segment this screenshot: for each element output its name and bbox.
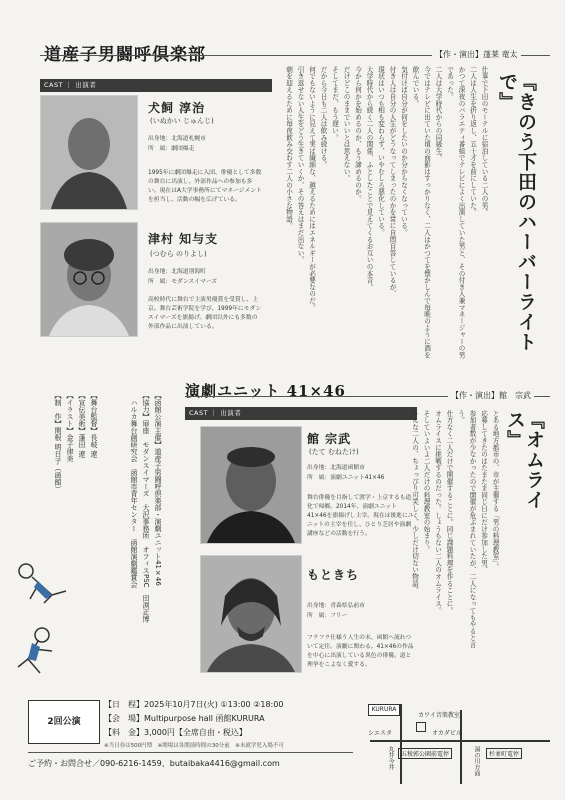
- credit-line: 【制 作】関根 明日子（函館）: [54, 392, 62, 493]
- map-label-yunokawa: 湯の川方面: [473, 746, 480, 776]
- group1-credit: 【作・演出】蓬莱 竜太: [432, 49, 521, 60]
- story-line: だけどこのままでいいとは思えない。: [342, 66, 350, 182]
- performer-photo-tsumura: [40, 222, 138, 337]
- play-title-omurice: 『オムライス』: [504, 410, 545, 510]
- venue-map: [360, 690, 550, 790]
- map-road-vertical: [460, 710, 462, 784]
- story-line: 仕方なく二人だけで開催することに。同じ課題料理を作ることに。: [445, 410, 453, 614]
- story-line: そんな二人の、ちょっぴり可笑しく、少しだけ切ない物語。: [410, 410, 419, 594]
- group1-cast-bar: CAST ｜ 出演者: [40, 79, 272, 92]
- story-line: 二人は大学時代からの同級生。: [434, 66, 442, 162]
- story-line: 参加者数が少なかったので開催が危ぶまれていたが、二人になってもやると言う。: [456, 410, 476, 648]
- performer-birthplace: 出身地：北海道函館市: [307, 465, 365, 471]
- story-line: 引き返せない人生をどう生きていくか、その答えはまだ出ない。: [296, 66, 304, 264]
- performer-kana: (たて むねたけ): [309, 448, 359, 456]
- ticket-notes: ※当日券は500円増 ※開場は各開演時間の30分前 ※未就学児入場不可: [104, 743, 284, 749]
- story-line: 何でもないように見えて実は繊細な、越えるためにはエネルギーが必要なのだ。: [307, 66, 316, 311]
- group1-title: 道産子男闘呼倶楽部: [44, 45, 206, 65]
- group2-title: 演劇ユニット 41×46: [185, 382, 346, 400]
- play-story: [410, 410, 500, 650]
- credit-line: 【宣伝美術】蓬田 遼: [78, 392, 86, 458]
- performance-venue: Multipurpose hall 函館KURURA: [144, 714, 265, 723]
- credit-line: 【函館公演主催】道産子男闘呼倶楽部・演劇ユニット41×46: [154, 392, 162, 586]
- story-line: 気付けば自分が何をしたいのか分からなくなっている。: [399, 66, 408, 236]
- map-label-marui: 丸井今井: [387, 746, 394, 770]
- performance-count-badge: [28, 700, 100, 744]
- credit-line: ハルカ舞台創研究会 函館市青年センター 函館演劇鑑賞会: [130, 392, 138, 588]
- venue-row: 【会 場】Multipurpose hall 函館KURURA: [104, 714, 265, 723]
- play-story: [274, 66, 489, 364]
- story-line: 応募してきたのはたまたま同じ日にだけ参加した男、: [479, 410, 488, 574]
- story-line: そしてまだ、もう遅い。: [330, 66, 339, 141]
- story-line: かつて深夜のバラエティ番組でテレビによく出演していた男と、その付き人兼マネージャーの男であった。: [445, 66, 465, 359]
- story-line: そしていよいよ二人だけの料理教室の始まり。: [422, 410, 430, 553]
- map-road-vertical: [400, 704, 402, 784]
- performer-bio: 高校時代に舞台で主演男優賞を受賞し、上京。舞台芸術学院を学び、1999年にモダンスイマーズを旗揚げ。劇団以外にも多数の外部作品に出演している。: [148, 297, 262, 330]
- performer-kana: (つむら のりよし): [150, 250, 207, 258]
- performer-bio: 舞台俳優を目指して渡学・上京するも道化で帰郷。2014年、演劇ユニット41×46を旗揚げし主宰。現在は後進にユニットの主宰を任し、ひとり芝居や演劇講座などの活動を行う。: [307, 495, 414, 537]
- story-line: 朝を迎えるために毎夜飲み交わす二人の小さな物語。: [284, 66, 293, 230]
- fee-row: 【料 金】3,000円【全席自由・税込】: [104, 728, 247, 737]
- performer-birthplace: 出身地：北海道別海町: [148, 269, 206, 275]
- story-line: 仕事で下田のモーテルに宿泊している二人の男。: [480, 66, 488, 216]
- performance-info: [104, 698, 354, 740]
- performance-date: 2025年10月7日(火) ①13:00 ②18:00: [144, 700, 284, 709]
- date-row: 【日 程】2025年10月7日(火) ①13:00 ②18:00: [104, 700, 284, 709]
- contact-line[interactable]: ご予約・お問合せ／090-6216-1459、butaibaka4416@gmail.com: [28, 759, 280, 768]
- map-building: [416, 722, 426, 732]
- performer-silhouette: [201, 556, 301, 672]
- performer-silhouette: [41, 223, 137, 336]
- credit-line: 【イラスト】金子律美: [66, 392, 74, 462]
- performer-affiliation: 所 属：モダンスイマーズ: [148, 279, 218, 285]
- story-line: オムライスに挑戦するのだった。しょうもない二人のオムライス。: [433, 410, 442, 614]
- story-line: 二人は人生を折り返し、五十才を前にしていた。: [468, 66, 477, 216]
- performer-photo-tate: [200, 426, 302, 544]
- play-title-kinou-shimoda: 『きのう下田のハーバーライトで』: [496, 72, 537, 352]
- map-label-okadabiru: オカダビル: [432, 730, 462, 737]
- story-line: 今から何かを始めるのか、もう諦めるのか。: [353, 66, 362, 202]
- map-label-siesta: シエスタ: [368, 730, 393, 737]
- credit-line: 【協力】扉座 モダンスイマーズ 大沢事務所 オフィスPSC 田渕正博: [142, 392, 150, 623]
- badge-label: 2回公演: [47, 717, 81, 727]
- story-line: 現状はいつも相も変わらず、いやむしろ悪化している。: [376, 66, 385, 236]
- performer-name: 津村 知与支: [148, 232, 219, 246]
- story-line: 大学時代から続く二人の関係、ふとしたことで見えてくるお互いの本音。: [365, 66, 373, 291]
- performer-name: 犬飼 淳治: [148, 101, 206, 115]
- sponsor-credits: [104, 392, 164, 682]
- performer-kana: (いぬかい じゅんじ): [150, 117, 214, 125]
- performer-silhouette: [201, 427, 301, 543]
- group2-cast-bar: CAST ｜ 出演者: [185, 407, 417, 420]
- falling-figures-illustration: [8, 555, 78, 680]
- map-label-sugina: 杉並町電停: [486, 748, 522, 759]
- map-label-goryokaku: 五稜郭公園前電停: [398, 748, 452, 759]
- performer-bio: フラフラ仕様う人生の末、函館へ流れついて定住。演劇に関わる。41×46の作品を中心に出演している異色の俳優。道と理挙をこよなく愛する。: [307, 635, 414, 668]
- story-line: 今ではテレビに出ていた頃の面影はすっかりなく、二人はかつてを懐かしんで毎晩のように酒を飲んでいる。: [411, 66, 431, 359]
- performer-affiliation: 所 属：演劇ユニット41×46: [307, 475, 385, 481]
- performer-birthplace: 出身地：青森県弘前市: [307, 603, 365, 609]
- map-kurura-box: KURURA: [368, 704, 400, 716]
- story-line: だから今日も二人は飲み続ける。: [319, 66, 327, 168]
- group2-credit: 【作・演出】館 宗武: [448, 390, 534, 401]
- performer-affiliation: 所 属：劇団爆走: [148, 146, 195, 152]
- map-label-kawai: カワイ音楽教室: [418, 712, 460, 719]
- story-line: とある地方都市の、市が主催する「男の料理教室」。: [491, 410, 499, 570]
- performer-name: もときち: [307, 568, 360, 582]
- performer-bio: 1995年に劇団爆走に入団、俳優として多数の舞台に出演し、外部作品への参加も多い。現在はA大学事務所にてマネージメントを担当し、活動の幅を広げている。: [148, 170, 262, 203]
- performer-photo-motokichi: [200, 555, 302, 673]
- performer-affiliation: 所 属：フリー: [307, 613, 348, 619]
- performer-photo-inukai: [40, 95, 138, 210]
- performer-birthplace: 出身地：北海道札幌市: [148, 136, 206, 142]
- story-line: 付き人は自分の人生がどうなってしまったのかを常に自問自答しているが、: [388, 66, 396, 298]
- performance-fee: 3,000円【全席自由・税込】: [144, 728, 247, 737]
- performer-silhouette: [41, 96, 137, 209]
- performer-name: 館 宗武: [307, 432, 352, 446]
- credit-line: 【舞台監督】長岐 遼: [90, 392, 98, 458]
- info-divider: [28, 752, 353, 753]
